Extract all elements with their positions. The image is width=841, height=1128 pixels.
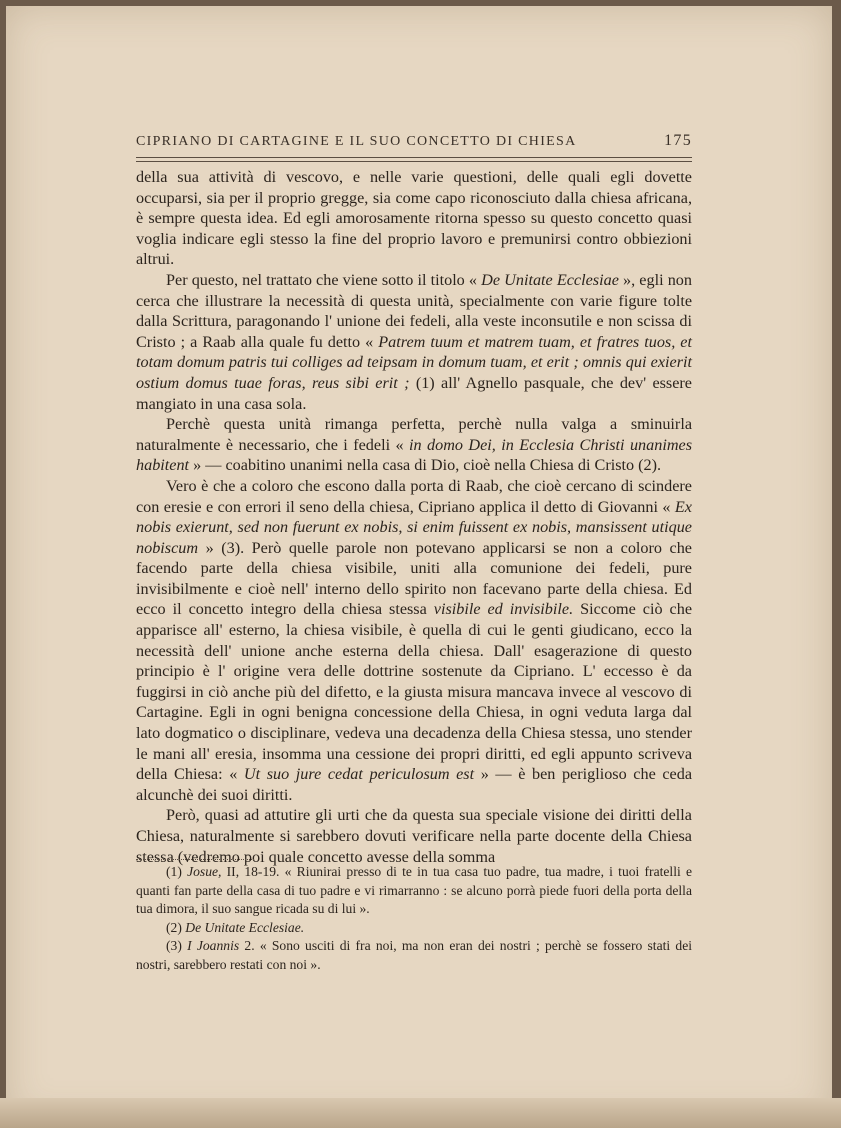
footnotes <box>136 863 692 974</box>
paragraph-2: Per questo, nel trattato che viene sotto il titolo « De Unitate Ecclesiae », egli non cerca che illustrare la necessità di questa unità, specialmente con varie figure tolte dalla Scrittura, paragonando l' unione dei fedeli, alla veste inconsutile e non scissa di Cristo ; a Raab alla quale fu detto « Patrem tuum et matrem tuam, et fratres tuos, et totam domum patris tui colliges ad teipsam in domum tuam, et erit ; omnis qui exierit ostium domus tuae foras, reus sibi erit ; (1) all' Agnello pasquale, che dev' essere mangiato in una casa sola. <box>136 270 692 413</box>
running-header <box>136 134 692 156</box>
latin-quote: in domo Dei, in Ecclesia Christi unanimes habitent <box>136 435 692 475</box>
page-number: 175 <box>664 132 692 149</box>
italic-title: De Unitate Ecclesiae <box>481 270 619 289</box>
paragraph-4: Vero è che a coloro che escono dalla porta di Raab, che cioè cercano di scindere con eresie e con errori il seno della chiesa, Cipriano applica il detto di Giovanni « Ex nobis exierunt, sed non fuerunt ex nobis, si enim fuissent ex nobis, mansissent utique nobiscum » (3). Però quelle parole non potevano applicarsi se non a coloro che facendo parte della chiesa visibile, uniti alla comunione dei fedeli, pure invisibilmente e cioè nell' interno dello spirito non facevano parte della chiesa. Ed ecco il concetto integro della chiesa stessa visibile ed invisibile. Siccome ciò che apparisce all' esterno, la chiesa visibile, è quella di cui le genti giudicano, ecco la necessità dell' unione anche esterna della chiesa. Dall' esagerazione di questo principio è l' origine vera delle dottrine sostenute da Cipriano. L' eccesso è da fuggirsi in ciò anche più del difetto, e la giusta misura mancava invece al vescovo di Cartagine. Egli in ogni benigna concessione della Chiesa, in ogni veduta larga dal lato dogmatico o disciplinare, vedeva una decadenza della Chiesa stessa, uno stender le mani all' eresia, insomma una cessione dei propri diritti, ed egli appunto scriveva della Chiesa: « Ut suo jure cedat periculosum est » — è ben periglioso che ceda alcunchè dei suoi diritti. <box>136 476 693 804</box>
footnote-3: (3) I Joannis 2. « Sono usciti di fra noi, ma non eran dei nostri ; perchè se fossero stati dei nostri, sarebbero restati con noi ». <box>136 938 693 972</box>
latin-quote: Ex nobis exierunt, sed non fuerunt ex nobis, si enim fuissent ex nobis, mansissent utique nobiscum <box>136 497 692 557</box>
book-page <box>6 6 832 1122</box>
page-bottom-edge <box>0 1098 841 1128</box>
footnote-2: (2) De Unitate Ecclesiae. <box>166 919 305 935</box>
footnote-rule <box>136 859 254 860</box>
italic-phrase: visibile ed invisibile. <box>433 600 574 619</box>
latin-quote: Ut suo jure cedat periculosum est <box>243 765 475 784</box>
latin-quote: Patrem tuum et matrem tuam, et fratres tuos, et totam domum patris tui colliges ad teipsam in domum tuam, et erit ; omnis qui exierit ostium domus tuae foras, reus sibi erit ; <box>136 332 692 392</box>
header-rule <box>136 157 692 162</box>
body-text <box>136 167 692 867</box>
paragraph-1: della sua attività di vescovo, e nelle varie questioni, delle quali egli dovette occuparsi, sia per il proprio gregge, sia come capo riconosciuto dalla chiesa africana, è sempre questa idea. Ed egli amorosamente ritorna spesso su questo concetto quasi voglia indicare egli stesso la fine del proprio lavoro e premunirsi contro obbiezioni altrui. <box>136 168 692 269</box>
paragraph-5: Però, quasi ad attutire gli urti che da questa sua speciale visione dei diritti della Chiesa, naturalmente si sarebbero dovuti verificare nella parte docente della Chiesa stessa (vedremo poi quale concetto avesse della somma <box>136 806 692 866</box>
footnote-1: (1) Josue, II, 18-19. « Riunirai presso di te in tua casa tuo padre, tua madre, i tuoi fratelli e quanti fan parte della casa di tuo padre e vi rimarranno : se alcuno porrà piede fuori della porta della tua dimora, il suo sangue ricada su di lui ». <box>136 864 693 916</box>
paragraph-3: Perchè questa unità rimanga perfetta, perchè nulla valga a sminuirla naturalmente è necessario, che i fedeli « in domo Dei, in Ecclesia Christi unanimes habitent » — coabitino unanimi nella casa di Dio, cioè nella Chiesa di Cristo (2). <box>136 415 692 475</box>
running-title: CIPRIANO DI CARTAGINE E IL SUO CONCETTO DI CHIESA <box>136 134 577 149</box>
